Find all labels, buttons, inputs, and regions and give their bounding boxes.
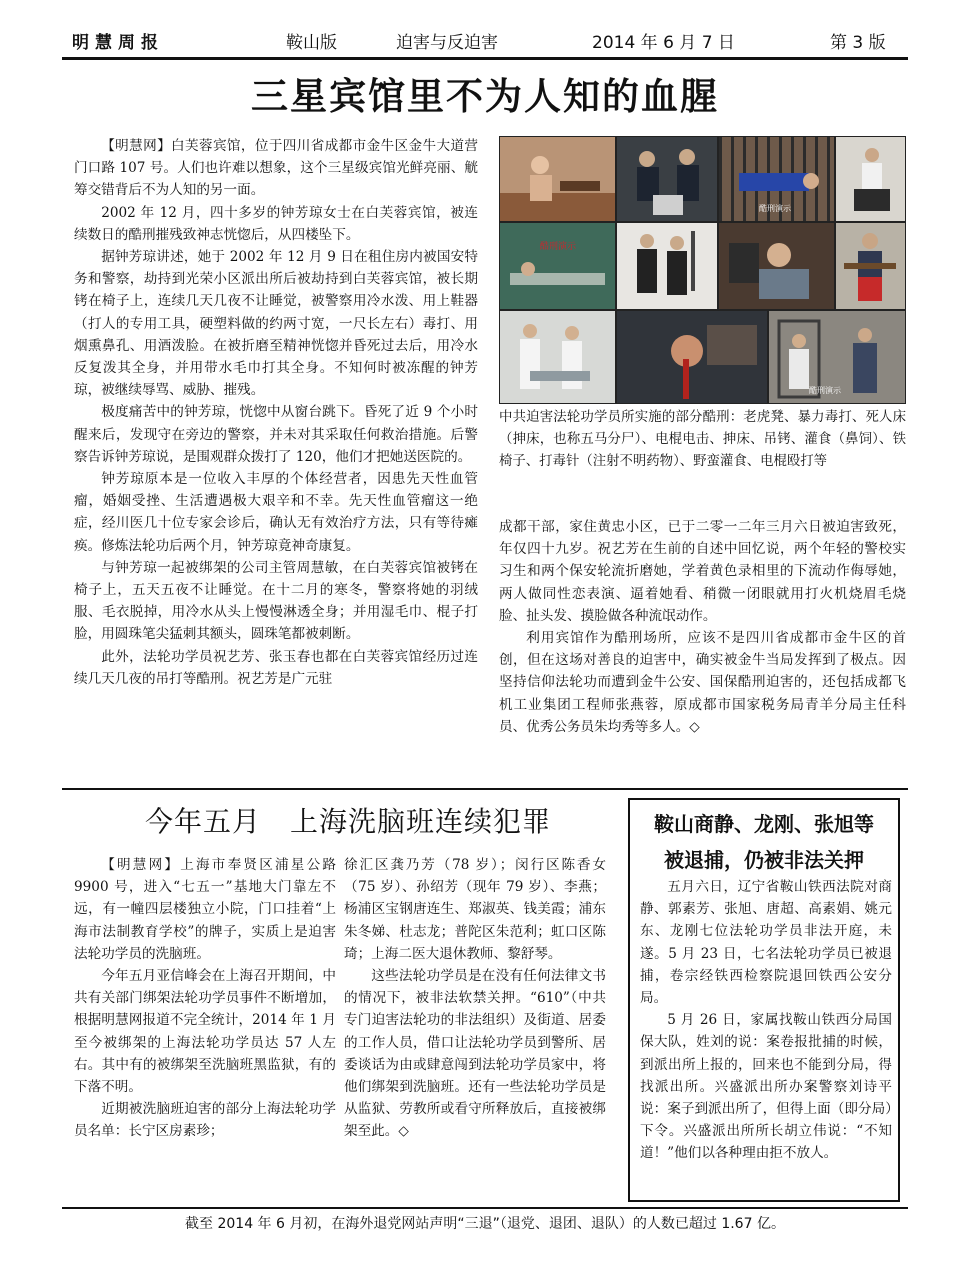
article1-paragraph: 利用宾馆作为酷刑场所，应该不是四川省成都市金牛区的首创，但在这场对善良的迫害中，确实被金牛当局发挥到了极点。因坚持信仰法轮功而遭到金牛公安、国保酷刑迫害的，还包括成都飞机工业集团工程师张燕蓉，原成都市国家税务局青羊分局主任科员、优秀公务员朱均秀等多人。◇	[499, 630, 906, 735]
photo-tile	[719, 137, 834, 221]
article3-body	[640, 876, 892, 1196]
section-divider	[62, 788, 908, 790]
photo-label: 酷刑演示	[759, 204, 791, 213]
article3-paragraph: 5 月 26 日，家属找鞍山铁西分局国保大队，姓刘的说：案卷报批捕的时候，到派出所上报的，回来也不能到分局，得找派出所。兴盛派出所办案警察刘诗平说：案子到派出所了，但得上面（即分局）下令。兴盛派出所所长胡立伟说：“不知道！”他们以各种理由拒不放人。	[640, 1012, 892, 1162]
issue-date: 2014 年 6 月 7 日	[592, 33, 735, 53]
photo-tile	[500, 137, 615, 221]
photo-caption: 中共迫害法轮功学员所实施的部分酷刑：老虎凳、暴力毒打、死人床（抻床，也称五马分尸）、电棍电击、抻床、吊铐、灌食（鼻饲）、铁椅子、打毒针（注射不明药物）、野蛮灌食、电棍殴打等	[499, 410, 906, 469]
article1-paragraph: 与钟芳琼一起被绑架的公司主管周慧敏，在白芙蓉宾馆被铐在椅子上，五天五夜不让睡觉。在十二月的寒冬，警察将她的羽绒服、毛衣脱掉，用冷水从头上慢慢淋透全身；并用湿毛巾、棍子打脸，用圆珠笔尖猛刺其额头，圆珠笔都被刺断。	[74, 559, 478, 643]
article1-column-left	[74, 135, 478, 783]
article2-paragraph: 这些法轮功学员是在没有任何法律文书的情况下，被非法软禁关押。“610”（中共专门迫害法轮功的非法组织）及街道、居委的工作人员，借口让法轮功学员到警所、居委谈话为由或肆意闯到法轮功学员家中，将他们绑架到洗脑班。还有一些法轮功学员是从监狱、劳教所或看守所释放后，直接被绑架至此。◇	[344, 968, 606, 1140]
photo-tile	[836, 137, 905, 221]
photo-tile	[719, 223, 834, 309]
photo-tile	[617, 311, 767, 403]
masthead	[62, 30, 908, 58]
article2-column-right	[344, 854, 606, 1194]
article1-paragraph: 极度痛苦中的钟芳琼，恍惚中从窗台跳下。昏死了近 9 个小时醒来后，发现守在旁边的警察，并未对其采取任何救治措施。后警察告诉钟芳琼说，是围观群众拨打了 120，他们才把她送医院的。	[74, 404, 478, 465]
article1-paragraph: 2002 年 12 月，四十多岁的钟芳琼女士在白芙蓉宾馆，被连续数日的酷刑摧残致神志恍惚后，从四楼坠下。	[74, 204, 478, 243]
section-label: 迫害与反迫害	[396, 33, 498, 53]
photo-label: 酷刑演示	[540, 242, 577, 252]
article2-column-left	[74, 854, 336, 1194]
photo-tile	[617, 223, 717, 309]
article2-paragraph: 近期被洗脑班迫害的部分上海法轮功学员名单：长宁区房素珍；	[74, 1101, 336, 1140]
page-number: 第 3 版	[830, 33, 886, 53]
photo-label: 酷刑演示	[809, 386, 841, 395]
article2-headline: 今年五月 上海洗脑班连续犯罪	[144, 805, 551, 838]
torture-photo-grid	[499, 136, 906, 404]
photo-tile	[617, 137, 717, 221]
article2-paragraph: 徐汇区龚乃芳（78 岁）；闵行区陈香女（75 岁）、孙绍芳（现年 79 岁）、李燕；杨浦区宝钢唐连生、郑淑英、钱美霞；浦东朱冬娣、杜志龙；普陀区朱范利；虹口区陈琦；上海二医大退休教师、黎舒琴。	[344, 857, 606, 962]
article3-headline	[630, 806, 898, 878]
masthead-divider	[62, 57, 908, 60]
article2-paragraph: 【明慧网】上海市奉贤区浦星公路 9900 号，进入“七五一”基地大门靠左不远，有一幢四层楼独立小院，门口挂着“上海市法制教育学校”的牌子，实质上是迫害法轮功学员的洗脑班。	[74, 857, 336, 962]
article1-paragraph: 【明慧网】白芙蓉宾馆，位于四川省成都市金牛区金牛大道营门口路 107 号。人们也许难以想象，这个三星级宾馆光鲜亮丽、觥筹交错背后不为人知的另一面。	[74, 138, 478, 199]
article2-paragraph: 今年五月亚信峰会在上海召开期间，中共有关部门绑架法轮功学员事件不断增加，根据明慧网报道不完全统计，2014 年 1 月至今被绑架的上海法轮功学员达 57 人左右。其中有的被绑架至洗脑班黑监狱，有的下落不明。	[74, 968, 336, 1096]
article1-paragraph: 成都干部，家住黄忠小区，已于二零一二年三月六日被迫害致死，年仅四十九岁。祝艺芳在生前的自述中回忆说，两个年轻的警校实习生和两个保安轮流折磨她，学着黄色录相里的下流动作侮辱她，两人做同性恋表演、逼着她看、稍微一闭眼就用打火机烧眉毛烧脸、扯头发、摸脸做各种流氓动作。	[499, 519, 906, 624]
article1-headline: 三星宾馆里不为人知的血腥	[251, 74, 719, 118]
article1-paragraph: 钟芳琼原本是一位收入丰厚的个体经营者，因患先天性血管瘤，婚姻受挫、生活遭遇极大艰辛和不幸。先天性血管瘤这一绝症，经川医几十位专家会诊后，确认无有效治疗方法，只有等待瘫痪。修炼法轮功后两个月，钟芳琼竟神奇康复。	[74, 471, 478, 554]
article1-column-right	[499, 516, 906, 786]
photo-tile	[836, 223, 905, 309]
photo-tile	[500, 311, 615, 403]
newspaper-name: 明慧周报	[72, 33, 164, 53]
photo-tile	[500, 223, 615, 309]
photo-tile	[769, 311, 905, 403]
article3-headline-line1: 鞍山商静、龙刚、张旭等	[654, 812, 874, 836]
article3-paragraph: 五月六日，辽宁省鞍山铁西法院对商静、郭素芳、张旭、唐超、高素娟、姚元东、龙刚七位法轮功学员非法开庭，未遂。5 月 23 日，七名法轮功学员已被退捕，卷宗经铁西检察院退回铁西公安分局。	[640, 879, 892, 1007]
article1-paragraph: 据钟芳琼讲述，她于 2002 年 12 月 9 日在租住房内被国安特务和警察，劫持到光荣小区派出所后被劫持到白芙蓉宾馆，被长期铐在椅子上，连续几天几夜不让睡觉，被警察用冷水泼、用上鞋器（打人的专用工具，硬塑料做的约两寸宽，一尺长左右）毒打、用烟熏鼻孔、用酒泼脸。在被折磨至精神恍惚并昏死过去后，用冷水反复泼其全身，并用带水毛巾打其全身。不知何时被冻醒的钟芳琼，被继续辱骂、威胁、摧残。	[74, 249, 478, 399]
footer-notice: 截至 2014 年 6 月初，在海外退党网站声明“三退”（退党、退团、退队）的人数已超过 1.67 亿。	[185, 1216, 785, 1232]
footer-divider	[62, 1207, 908, 1209]
edition-label: 鞍山版	[286, 33, 337, 53]
article3-headline-line2: 被退捕，仍被非法关押	[664, 848, 864, 872]
article1-paragraph: 此外，法轮功学员祝艺芳、张玉春也都在白芙蓉宾馆经历过连续几天几夜的吊打等酷刑。祝艺芳是广元驻	[74, 648, 478, 687]
